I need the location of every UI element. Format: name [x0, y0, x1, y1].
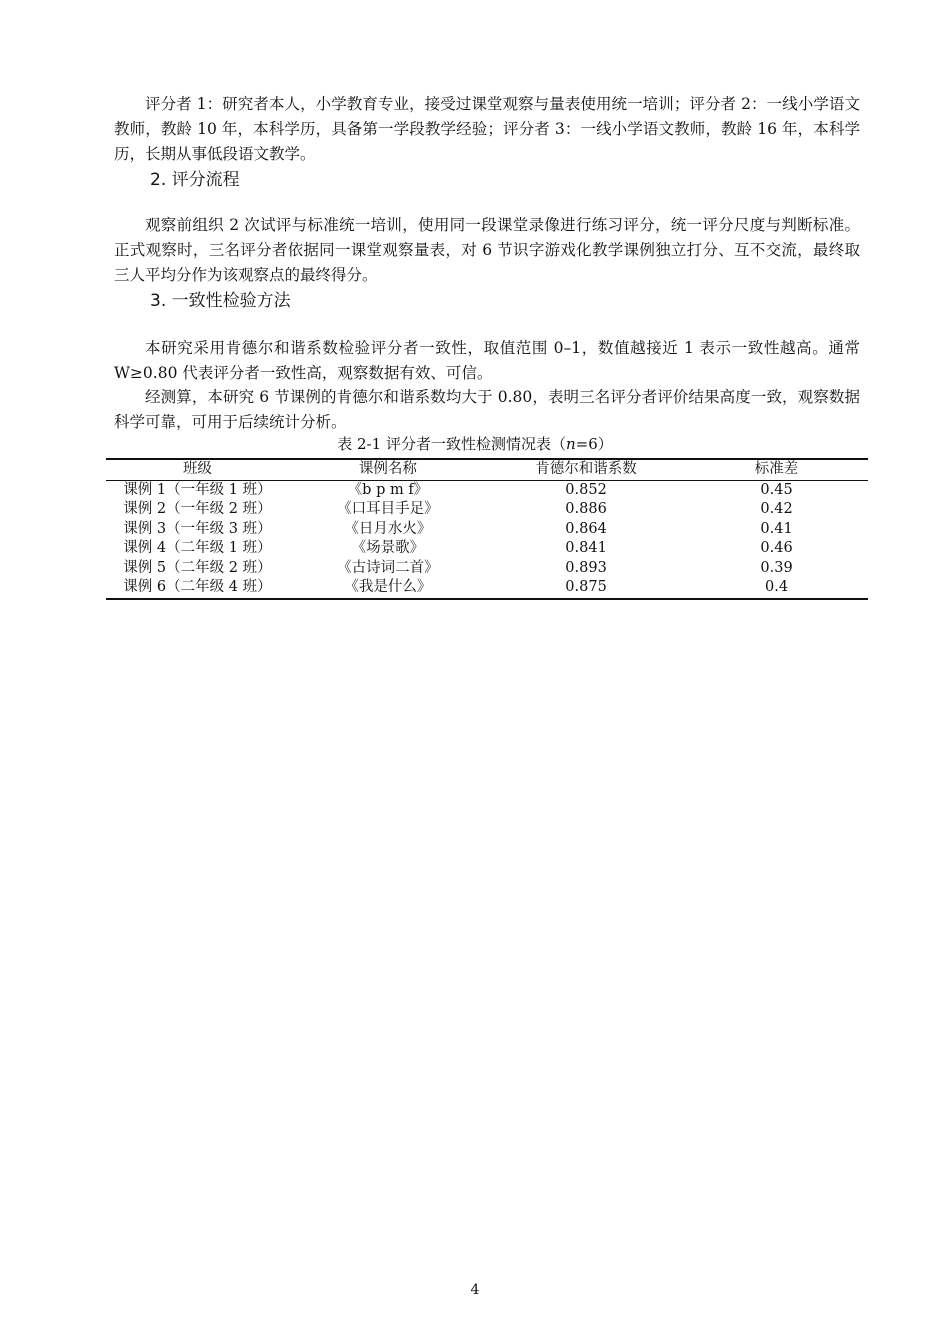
cell-std-dev: 0.4: [685, 578, 868, 599]
caption-suffix: =6）: [575, 435, 613, 453]
table-row: [106, 480, 868, 500]
cell-std-dev: 0.45: [760, 481, 793, 498]
table-caption: [0, 434, 950, 454]
cell-kendall-coefficient: 0.875: [487, 578, 685, 599]
cell-lesson-name: 《古诗词二首》: [337, 559, 439, 576]
cell-class: 课例 2（一年级 2 班）: [123, 501, 272, 517]
cell-lesson-name: 《b p m f》: [347, 481, 429, 498]
paragraph-raters: 评分者 1：研究者本人，小学教育专业，接受过课堂观察与量表使用统一培训；评分者 2：一线小学语文教师，教龄 10 年，本科学历，具备第一学段教学经验；评分者 3：一线小学语文教师，教龄 16 年，本科学历，长期从事低段语文教学。: [114, 95, 860, 163]
consistency-table: [106, 458, 868, 600]
cell-std-dev: 0.42: [760, 501, 793, 517]
cell-lesson-name: 《我是什么》: [289, 578, 487, 599]
cell-kendall-coefficient: 0.852: [565, 481, 607, 498]
table-row: [106, 578, 868, 599]
cell-class: 课例 4（二年级 1 班）: [123, 540, 272, 556]
cell-kendall-coefficient: 0.864: [565, 520, 607, 537]
table-row: [106, 559, 868, 579]
cell-std-dev: 0.39: [760, 559, 793, 576]
cell-kendall-coefficient: 0.886: [565, 501, 607, 517]
table-row: [106, 539, 868, 559]
cell-std-dev: 0.46: [760, 540, 793, 556]
cell-class: 课例 1（一年级 1 班）: [123, 481, 272, 498]
section-heading-scoring-process: 2. 评分流程: [150, 170, 240, 190]
header-class: 班级: [106, 459, 289, 480]
cell-lesson-name: 《日月水火》: [344, 520, 432, 537]
cell-class: 课例 5（二年级 2 班）: [123, 559, 272, 576]
cell-class: 课例 3（一年级 3 班）: [123, 520, 272, 537]
table-row: [106, 520, 868, 540]
cell-lesson-name: 《场景歌》: [351, 540, 425, 556]
section-heading-consistency-method: 3. 一致性检验方法: [150, 291, 291, 311]
paragraph-result: 经测算，本研究 6 节课例的肯德尔和谐系数均大于 0.80，表明三名评分者评价结果高度一致，观察数据科学可靠，可用于后续统计分析。: [114, 388, 860, 431]
caption-variable: n: [565, 435, 576, 453]
paragraph-scoring-process: 观察前组织 2 次试评与标准统一培训，使用同一段课堂录像进行练习评分，统一评分尺度与判断标准。正式观察时，三名评分者依据同一课堂观察量表，对 6 节识字游戏化教学课例独立打分、互不交流，最终取三人平均分作为该观察点的最终得分。: [114, 216, 860, 284]
header-lesson-name: 课例名称: [289, 459, 487, 480]
header-kendall-coefficient: 肯德尔和谐系数: [487, 459, 685, 480]
cell-lesson-name: 《口耳目手足》: [337, 501, 439, 517]
page-number: 4: [470, 1282, 480, 1298]
paragraph-consistency-method: 本研究采用肯德尔和谐系数检验评分者一致性，取值范围 0–1，数值越接近 1 表示一致性越高。通常 W≥0.80 代表评分者一致性高，观察数据有效、可信。: [114, 339, 860, 382]
cell-kendall-coefficient: 0.893: [565, 559, 607, 576]
cell-std-dev: 0.41: [760, 520, 793, 537]
table-header-row: [106, 459, 868, 480]
cell-class: 课例 6（二年级 4 班）: [106, 578, 289, 599]
cell-kendall-coefficient: 0.841: [565, 540, 607, 556]
header-std-dev: 标准差: [685, 459, 868, 480]
caption-prefix: 表 2-1 评分者一致性检测情况表（: [337, 435, 566, 453]
table-row: [106, 500, 868, 520]
